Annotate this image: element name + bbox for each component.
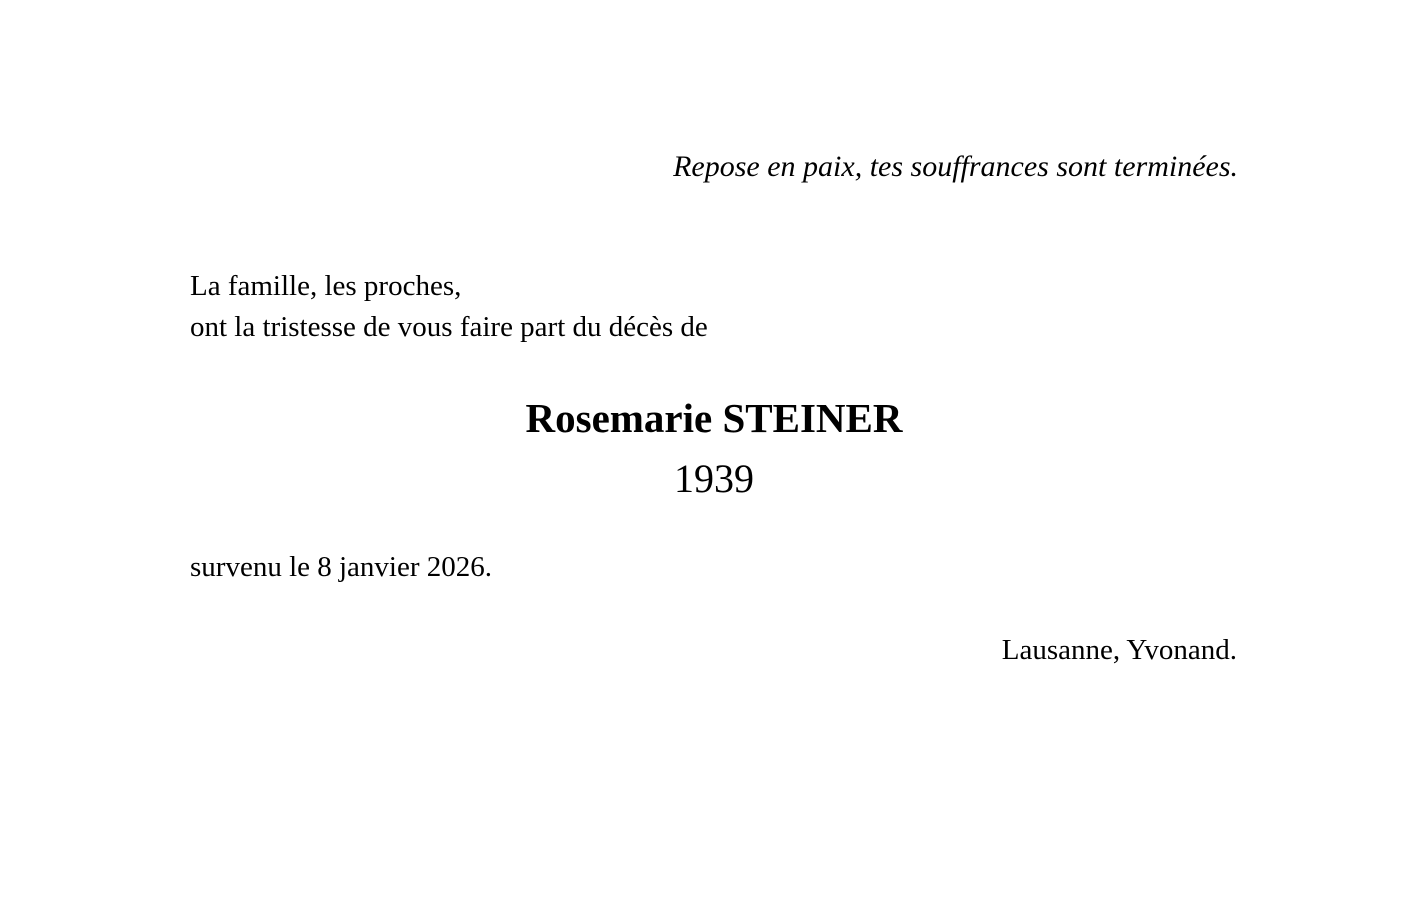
announcement-intro: [190, 266, 708, 348]
deceased-name: Rosemarie STEINER: [525, 395, 903, 441]
epigraph-quote: Repose en paix, tes souffrances sont terminées.: [673, 150, 1238, 183]
announcement-intro-line1: La famille, les proches,: [190, 270, 462, 302]
places-line: Lausanne, Yvonand.: [1001, 634, 1237, 666]
death-date-line: survenu le 8 janvier 2026.: [190, 551, 493, 583]
deceased-birth-year: 1939: [674, 456, 754, 501]
announcement-intro-line2: ont la tristesse de vous faire part du décès de: [190, 311, 708, 343]
